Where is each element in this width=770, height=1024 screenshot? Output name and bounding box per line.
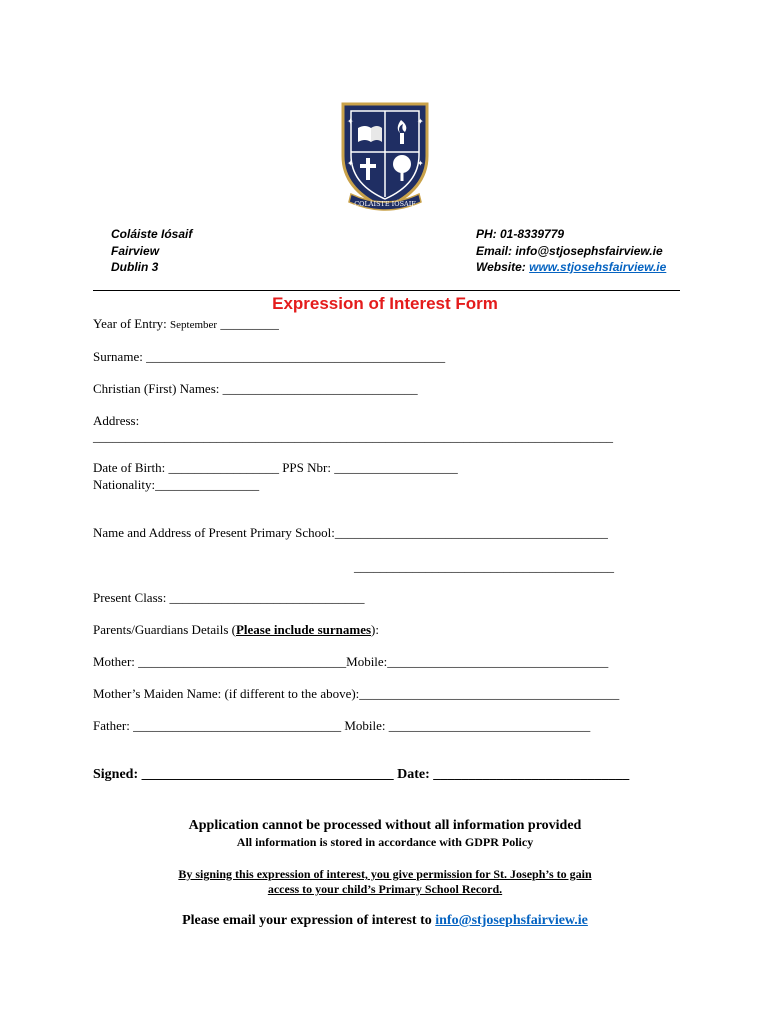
address-field[interactable]: ________________________________________________________________________________ [93,429,613,444]
address-label: Address: [93,413,140,428]
year-of-entry-label: Year of Entry: [93,316,167,331]
christian-names-field[interactable]: Christian (First) Names: ______________________________ [93,381,418,396]
surname-field[interactable]: Surname: ______________________________________________ [93,349,446,364]
signature-date-field[interactable]: Signed: ____________________________________ Date: ____________________________ [93,767,630,782]
svg-text:✦: ✦ [347,159,354,168]
primary-school-field-continued[interactable]: ________________________________________ [354,559,614,574]
permission-notice-line1: By signing this expression of interest, you give permission for St. Joseph’s to gain [178,867,592,881]
guardians-suffix: ): [371,622,379,637]
svg-text:✦: ✦ [417,159,424,168]
svg-text:✦: ✦ [347,117,354,126]
gdpr-notice: All information is stored in accordance with GDPR Policy [236,835,534,849]
school-crest-logo [337,98,433,216]
school-email: Email: info@stjosephsfairview.ie [476,243,663,258]
school-address [111,226,192,276]
crest-banner-text: COLÁISTE IÓSAIF [354,200,416,208]
svg-text:✦: ✦ [417,117,424,126]
header-divider [93,290,680,291]
permission-notice-line2: access to your child’s Primary School Record. [267,882,503,896]
guardians-prefix: Parents/Guardians Details ( [93,622,236,637]
year-of-entry-field[interactable] [93,316,279,332]
guardians-details-heading [93,622,379,638]
dob-pps-field[interactable]: Date of Birth: _________________ PPS Nbr: ___________________ [93,460,458,475]
email-instruction [0,913,770,929]
guardians-note: Please include surnames [235,622,372,637]
school-area: Fairview [111,243,160,258]
website-link[interactable]: www.stjosehsfairview.ie [529,260,667,274]
maiden-name-field[interactable]: Mother’s Maiden Name: (if different to the above):________________________________________ [93,686,620,701]
year-of-entry-value: September [170,319,218,331]
school-phone: PH: 01-8339779 [476,227,565,241]
processing-notice: Application cannot be processed without all information provided [188,818,582,833]
email-instruction-text: Please email your expression of interest to [182,913,432,928]
school-contact [476,226,666,276]
form-title: Expression of Interest Form [272,294,498,313]
father-field[interactable]: Father: ________________________________ Mobile: _______________________________ [93,718,591,733]
email-link[interactable]: info@stjosephsfairview.ie [435,913,588,928]
primary-school-field[interactable]: Name and Address of Present Primary School:__________________________________________ [93,525,608,540]
nationality-field[interactable]: Nationality:________________ [93,477,260,492]
book-icon [358,126,382,142]
website-label: Website: [476,260,526,274]
year-of-entry-blank[interactable]: _________ [220,316,279,331]
school-city: Dublin 3 [111,260,159,274]
school-name: Coláiste Iósaif [111,227,193,241]
mother-field[interactable]: Mother: ________________________________Mobile:__________________________________ [93,654,609,669]
present-class-field[interactable]: Present Class: ______________________________ [93,590,365,605]
school-website [476,259,666,276]
